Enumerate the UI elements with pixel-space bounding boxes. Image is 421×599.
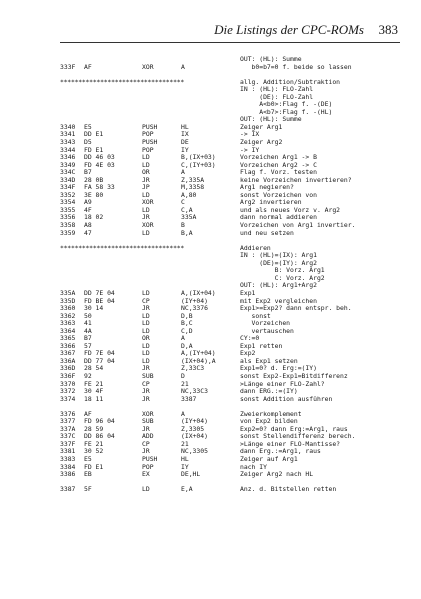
listing-line [60,79,410,87]
address: 3384 [60,462,76,471]
comment: Flag f. Vorz. testen [240,168,317,177]
comment: Arg2 invertieren [240,198,302,207]
operands: (IY+04) [181,296,208,305]
listing-line [60,207,410,215]
operands: Z,3305 [181,424,205,433]
operands: D,B [181,311,193,320]
listing-line [60,328,410,336]
comment: b0=b7=0 f. beide so lassen [240,62,352,71]
operands: DE [181,138,189,147]
hex-bytes: FD BE 04 [84,296,115,305]
hex-bytes: 18 11 [84,394,104,403]
listing-spacer [60,403,410,411]
comment: vertauschen [240,326,294,335]
hex-bytes: 4F [84,205,92,214]
address: 333F [60,62,76,71]
hex-bytes: B7 [84,334,92,343]
comment: Vorzeichen Arg1 -> B [240,153,317,162]
mnemonic: SUB [142,371,154,380]
address: 3355 [60,205,76,214]
hex-bytes: 92 [84,371,92,380]
listing-line [60,56,410,64]
comment: C: Vorz. Arg2 [240,273,325,282]
mnemonic: PUSH [142,138,158,147]
address: 3377 [60,417,76,426]
comment: Arg1 negieren? [240,183,294,192]
mnemonic: PUSH [142,454,158,463]
listing-line [60,139,410,147]
mnemonic: EX [142,470,150,479]
mnemonic: JR [142,175,150,184]
address: 3352 [60,190,76,199]
comment: Addieren [240,243,271,252]
mnemonic: JR [142,364,150,373]
address: 3365 [60,334,76,343]
comment: Exp2=0? dann Erg:=Arg1, raus [240,424,348,433]
listing-line [60,486,410,494]
comment: OUT: (HL): Summe [240,55,302,63]
listing-line [60,320,410,328]
mnemonic: LD [142,153,150,162]
address: 3358 [60,221,76,230]
listing-line [60,456,410,464]
listing-line [60,305,410,313]
comment: sonst Vorzeichen von [240,190,317,199]
mnemonic: LD [142,288,150,297]
address: 3346 [60,153,76,162]
hex-bytes: E5 [84,122,92,131]
comment: Exp2 [240,349,256,358]
address: 3381 [60,447,76,456]
comment: allg. Addition/Subtraktion [240,77,341,86]
comment: von Exp2 bilden [240,417,298,426]
hex-bytes: FD 4E 03 [84,160,115,169]
mnemonic: JP [142,183,150,192]
comment: IN : (HL)=(IX): Arg1 [240,251,317,260]
separator-stars: ********************************** [60,243,185,252]
hex-bytes: 30 4F [84,387,104,396]
mnemonic: LD [142,326,150,335]
hex-bytes: FE 21 [84,439,104,448]
mnemonic: JR [142,424,150,433]
comment: Exp1 [240,288,256,297]
operands: D,A [181,341,193,350]
mnemonic: LD [142,485,150,494]
hex-bytes: DD E1 [84,130,104,139]
comment: (DE)=(IY): Arg2 [240,258,317,267]
address: 334F [60,183,76,192]
listing-line [60,162,410,170]
hex-bytes: 47 [84,228,92,237]
operands: (IX+04) [181,432,208,441]
hex-bytes: 18 02 [84,213,104,222]
comment: Exp1=0? d. Erg:=(IY) [240,364,317,373]
listing-spacer [60,479,410,487]
mnemonic: XOR [142,409,154,418]
mnemonic: LD [142,190,150,199]
operands: B,C [181,319,193,328]
mnemonic: CP [142,439,150,448]
address: 337A [60,424,76,433]
listing-line [60,433,410,441]
listing-line [60,109,410,117]
mnemonic: LD [142,311,150,320]
comment: als Exp1 setzen [240,356,298,365]
address: 3359 [60,228,76,237]
comment: dann normal addieren [240,213,317,222]
hex-bytes: D5 [84,138,92,147]
address: 3360 [60,304,76,313]
operands: Z,33C3 [181,364,205,373]
listing-line [60,388,410,396]
comment: -> IX [240,130,260,139]
mnemonic: SUB [142,417,154,426]
address: 3343 [60,138,76,147]
comment: mit Exp2 vergleichen [240,296,317,305]
hex-bytes: 3E 80 [84,190,104,199]
operands: HL [181,454,189,463]
listing-line [60,94,410,102]
comment: OUT: (HL): Arg1+Arg2 [240,281,317,290]
comment: B: Vorz. Arg1 [240,266,325,275]
mnemonic: JR [142,213,150,222]
mnemonic: XOR [142,221,154,230]
address: 3367 [60,349,76,358]
operands: A,80 [181,190,197,199]
operands: C [181,198,185,207]
address: 336F [60,371,76,380]
hex-bytes: 5F [84,485,92,494]
listing-line [60,365,410,373]
operands: A [181,409,185,418]
operands: 21 [181,379,189,388]
mnemonic: LD [142,356,150,365]
address: 337C [60,432,76,441]
comment: OUT: (HL): Summe [240,115,302,124]
address: 3341 [60,130,76,139]
mnemonic: CP [142,296,150,305]
listing-line [60,214,410,222]
comment: -> IY [240,145,260,154]
comment: dann ERG.:=(IY) [240,387,298,396]
address: 3354 [60,198,76,207]
listing-line [60,464,410,472]
listing-line [60,184,410,192]
hex-bytes: FD 7E 04 [84,349,115,358]
operands: C,A [181,205,193,214]
listing-line [60,396,410,404]
operands: B,(IX+03) [181,153,216,162]
operands: IY [181,462,189,471]
address: 3362 [60,311,76,320]
hex-bytes: FD E1 [84,145,104,154]
hex-bytes: FD E1 [84,462,104,471]
operands: A,(IX+04) [181,288,216,297]
address: 337F [60,439,76,448]
listing-line [60,358,410,366]
hex-bytes: 30 14 [84,304,104,313]
mnemonic: LD [142,341,150,350]
mnemonic: LD [142,228,150,237]
operands: (IX+04),A [181,356,216,365]
mnemonic: JR [142,394,150,403]
operands: B [181,221,185,230]
comment: >Länge einer FLO-Mantisse? [240,439,341,448]
hex-bytes: 28 0B [84,175,104,184]
address: 3387 [60,485,76,494]
comment: Vorzeichen Arg2 -> C [240,160,317,169]
listing-line [60,252,410,260]
address: 3340 [60,122,76,131]
mnemonic: PUSH [142,122,158,131]
comment: (DE): FLO-Zahl [240,92,314,101]
listing-line [60,381,410,389]
listing-line [60,471,410,479]
comment: nach IY [240,462,267,471]
mnemonic: ADD [142,432,154,441]
address: 3363 [60,319,76,328]
comment: Anz. d. Bitstellen retten [240,485,337,494]
hex-bytes: 28 59 [84,424,104,433]
address: 3386 [60,470,76,479]
mnemonic: POP [142,462,154,471]
mnemonic: XOR [142,198,154,207]
listing-line [60,245,410,253]
address: 3344 [60,145,76,154]
mnemonic: XOR [142,62,154,71]
assembly-listing [60,56,410,494]
address: 336D [60,364,76,373]
operands: C,D [181,326,193,335]
comment: Exp1 retten [240,341,283,350]
listing-line [60,335,410,343]
listing-line [60,448,410,456]
listing-line [60,124,410,132]
address: 3374 [60,394,76,403]
address: 335A [60,288,76,297]
operands: A [181,334,185,343]
mnemonic: POP [142,145,154,154]
operands: DE,HL [181,470,201,479]
operands: 21 [181,439,189,448]
mnemonic: LD [142,349,150,358]
page-title: Die Listings der CPC-ROMs [214,22,364,37]
mnemonic: LD [142,205,150,214]
operands: NC,3305 [181,447,208,456]
hex-bytes: EB [84,470,92,479]
hex-bytes: AF [84,409,92,418]
listing-line [60,192,410,200]
hex-bytes: 30 52 [84,447,104,456]
hex-bytes: 4A [84,326,92,335]
hex-bytes: 50 [84,311,92,320]
listing-line [60,260,410,268]
operands: A,(IY+04) [181,349,216,358]
hex-bytes: DD 77 04 [84,356,115,365]
listing-line [60,267,410,275]
address: 3364 [60,326,76,335]
hex-bytes: DD 86 04 [84,432,115,441]
hex-bytes: DD 46 03 [84,153,115,162]
address: 334C [60,168,76,177]
listing-line [60,373,410,381]
address: 336A [60,356,76,365]
hex-bytes: FD 96 04 [84,417,115,426]
mnemonic: JR [142,447,150,456]
page-number: 383 [378,22,398,37]
listing-line [60,169,410,177]
listing-line [60,131,410,139]
hex-bytes: FE 21 [84,379,104,388]
operands: NC,33C3 [181,387,208,396]
mnemonic: CP [142,379,150,388]
mnemonic: LD [142,160,150,169]
comment: >Länge einer FLO-Zahl? [240,379,325,388]
operands: B,A [181,228,193,237]
listing-line [60,116,410,124]
address: 3376 [60,409,76,418]
hex-bytes: FA 58 33 [84,183,115,192]
address: 3349 [60,160,76,169]
comment: IN : (HL): FLO-Zahl [240,85,314,94]
comment: sonst [240,311,271,320]
mnemonic: POP [142,130,154,139]
comment: Vorzeichen von Arg1 invertier. [240,221,356,230]
operands: A [181,62,185,71]
listing-line [60,222,410,230]
comment: A<b0>:Flag f. -(DE) [240,100,333,109]
comment: CY:=0 [240,334,260,343]
comment: A<b7>:Flag f. -(HL) [240,107,333,116]
hex-bytes: 57 [84,341,92,350]
listing-line [60,275,410,283]
operands: D [181,371,185,380]
operands: C,(IY+03) [181,160,216,169]
hex-bytes: A9 [84,198,92,207]
comment: keine Vorzeichen invertieren? [240,175,352,184]
comment: und als neues Vorz v. Arg2 [240,205,341,214]
comment: Zeiger Arg2 [240,138,283,147]
address: 3383 [60,454,76,463]
listing-line [60,418,410,426]
operands: A [181,168,185,177]
hex-bytes: DD 7E 04 [84,288,115,297]
listing-line [60,86,410,94]
comment: Zeiger Arg1 [240,122,283,131]
comment: sonst Stellendifferenz berech. [240,432,356,441]
comment: dann Erg.:=Arg1, raus [240,447,321,456]
hex-bytes: E5 [84,454,92,463]
operands: E,A [181,485,193,494]
listing-line [60,441,410,449]
address: 3356 [60,213,76,222]
hex-bytes: A8 [84,221,92,230]
mnemonic: JR [142,304,150,313]
listing-line [60,101,410,109]
comment: und neu setzen [240,228,294,237]
hex-bytes: 28 54 [84,364,104,373]
operands: 335A [181,213,197,222]
address: 3366 [60,341,76,350]
comment: Vorzeichen [240,319,291,328]
hex-bytes: AF [84,62,92,71]
address: 3372 [60,387,76,396]
mnemonic: OR [142,334,150,343]
hex-bytes: B7 [84,168,92,177]
mnemonic: LD [142,319,150,328]
address: 3370 [60,379,76,388]
address: 334D [60,175,76,184]
operands: NC,3376 [181,304,208,313]
hex-bytes: 41 [84,319,92,328]
comment: Zeiger auf Arg1 [240,454,298,463]
separator-stars: ********************************** [60,77,185,86]
comment: sonst Addition ausführen [240,394,333,403]
address: 335D [60,296,76,305]
listing-line [60,298,410,306]
comment: Zeiger Arg2 nach HL [240,470,314,479]
operands: Z,335A [181,175,205,184]
operands: HL [181,122,189,131]
mnemonic: JR [142,387,150,396]
comment: Zweierkomplement [240,409,302,418]
mnemonic: OR [142,168,150,177]
comment: Exp1>=Exp2? dann entspr. beh. [240,304,352,313]
comment: sonst Exp2-Exp1=Bitdifferenz [240,371,348,380]
listing-line [60,230,410,238]
operands: IX [181,130,189,139]
operands: (IY+04) [181,417,208,426]
operands: M,3358 [181,183,205,192]
listing-line [60,64,410,72]
page-header [60,22,400,43]
operands: IY [181,145,189,154]
listing-line [60,313,410,321]
listing-line [60,199,410,207]
operands: 3387 [181,394,197,403]
